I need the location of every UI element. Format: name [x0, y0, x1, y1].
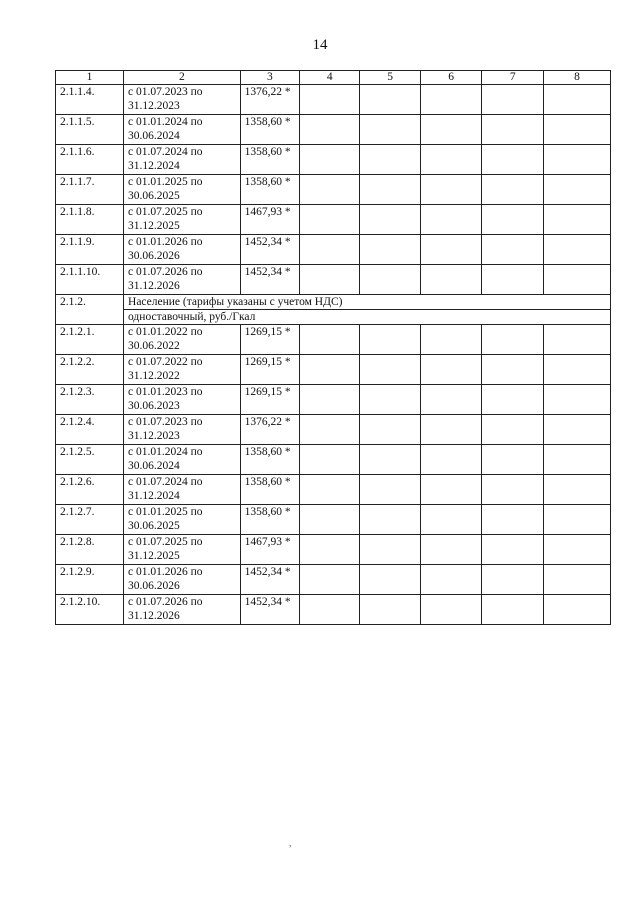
table-row [56, 475, 611, 505]
empty-cell [360, 325, 420, 355]
table-row [56, 175, 611, 205]
empty-cell [482, 535, 544, 565]
period-start: с 01.01.2025 по [128, 176, 203, 188]
empty-cell [543, 265, 610, 295]
empty-cell [482, 385, 544, 415]
section-title: Население (тарифы указаны с учетом НДС) [124, 295, 611, 310]
empty-cell [300, 355, 360, 385]
empty-cell [300, 145, 360, 175]
period-start: с 01.07.2026 по [128, 596, 203, 608]
period-end: 31.12.2025 [128, 550, 180, 562]
empty-cell [482, 595, 544, 625]
empty-cell [420, 385, 482, 415]
period-start: с 01.01.2023 по [128, 386, 203, 398]
tariff-value: 1467,93 * [240, 535, 299, 565]
empty-cell [420, 445, 482, 475]
empty-cell [420, 115, 482, 145]
empty-cell [420, 235, 482, 265]
period-cell [124, 85, 241, 115]
tariff-value: 1452,34 * [240, 235, 299, 265]
empty-cell [543, 415, 610, 445]
period-end: 30.06.2023 [128, 400, 180, 412]
period-end: 31.12.2024 [128, 160, 180, 172]
period-end: 30.06.2024 [128, 460, 180, 472]
column-header: 1 [56, 71, 124, 85]
empty-cell [420, 145, 482, 175]
empty-cell [300, 475, 360, 505]
period-end: 31.12.2026 [128, 610, 180, 622]
empty-cell [300, 85, 360, 115]
empty-cell [300, 115, 360, 145]
table-row [56, 115, 611, 145]
column-header: 3 [240, 71, 299, 85]
empty-cell [482, 445, 544, 475]
column-header: 2 [124, 71, 241, 85]
empty-cell [300, 415, 360, 445]
empty-cell [420, 565, 482, 595]
table-header-row [56, 71, 611, 85]
row-number: 2.1.2.2. [56, 355, 124, 385]
empty-cell [543, 205, 610, 235]
row-number: 2.1.2.8. [56, 535, 124, 565]
period-cell [124, 445, 241, 475]
row-number: 2.1.2.3. [56, 385, 124, 415]
tariff-value: 1358,60 * [240, 145, 299, 175]
tariff-value: 1467,93 * [240, 205, 299, 235]
period-start: с 01.07.2023 по [128, 416, 203, 428]
section-subtitle: одноставочный, руб./Гкал [124, 310, 611, 325]
empty-cell [482, 565, 544, 595]
period-start: с 01.07.2026 по [128, 266, 203, 278]
period-end: 30.06.2026 [128, 250, 180, 262]
period-end: 31.12.2026 [128, 280, 180, 292]
table-row [56, 505, 611, 535]
stray-mark: , [289, 838, 292, 849]
table-row [56, 355, 611, 385]
empty-cell [543, 235, 610, 265]
empty-cell [482, 265, 544, 295]
period-cell [124, 265, 241, 295]
period-start: с 01.07.2022 по [128, 356, 203, 368]
tariff-value: 1358,60 * [240, 115, 299, 145]
empty-cell [420, 85, 482, 115]
period-start: с 01.01.2024 по [128, 446, 203, 458]
table-row [56, 265, 611, 295]
empty-cell [420, 325, 482, 355]
tariff-value: 1358,60 * [240, 475, 299, 505]
period-cell [124, 145, 241, 175]
tariff-value: 1269,15 * [240, 325, 299, 355]
period-cell [124, 565, 241, 595]
empty-cell [543, 535, 610, 565]
period-end: 30.06.2025 [128, 520, 180, 532]
empty-cell [360, 355, 420, 385]
empty-cell [360, 415, 420, 445]
period-end: 31.12.2025 [128, 220, 180, 232]
section-subtitle-row [56, 310, 611, 325]
empty-cell [543, 175, 610, 205]
empty-cell [482, 235, 544, 265]
period-start: с 01.01.2022 по [128, 326, 203, 338]
empty-cell [420, 595, 482, 625]
period-cell [124, 505, 241, 535]
period-start: с 01.07.2025 по [128, 536, 203, 548]
table-row [56, 565, 611, 595]
empty-cell [360, 595, 420, 625]
table-row [56, 325, 611, 355]
empty-cell [360, 265, 420, 295]
period-cell [124, 535, 241, 565]
row-number: 2.1.1.9. [56, 235, 124, 265]
empty-cell [420, 505, 482, 535]
empty-cell [360, 145, 420, 175]
period-end: 31.12.2023 [128, 430, 180, 442]
period-start: с 01.01.2026 по [128, 566, 203, 578]
empty-cell [482, 475, 544, 505]
period-start: с 01.07.2024 по [128, 476, 203, 488]
column-header: 5 [360, 71, 420, 85]
empty-cell [300, 265, 360, 295]
row-number: 2.1.2.7. [56, 505, 124, 535]
row-number: 2.1.1.10. [56, 265, 124, 295]
period-cell [124, 175, 241, 205]
empty-cell [482, 325, 544, 355]
row-number: 2.1.2.4. [56, 415, 124, 445]
table-row [56, 385, 611, 415]
period-cell [124, 415, 241, 445]
period-end: 31.12.2023 [128, 100, 180, 112]
empty-cell [300, 565, 360, 595]
period-end: 31.12.2024 [128, 490, 180, 502]
period-cell [124, 115, 241, 145]
tariff-table [55, 70, 611, 625]
empty-cell [300, 445, 360, 475]
row-number: 2.1.1.6. [56, 145, 124, 175]
empty-cell [543, 145, 610, 175]
table-row [56, 85, 611, 115]
empty-cell [420, 475, 482, 505]
empty-cell [543, 565, 610, 595]
section-number: 2.1.2. [56, 295, 124, 325]
tariff-value: 1358,60 * [240, 175, 299, 205]
empty-cell [543, 85, 610, 115]
empty-cell [360, 445, 420, 475]
empty-cell [360, 175, 420, 205]
period-end: 30.06.2026 [128, 580, 180, 592]
empty-cell [543, 475, 610, 505]
section-header-row [56, 295, 611, 310]
empty-cell [360, 85, 420, 115]
empty-cell [420, 265, 482, 295]
row-number: 2.1.2.1. [56, 325, 124, 355]
tariff-value: 1358,60 * [240, 445, 299, 475]
period-start: с 01.01.2026 по [128, 236, 203, 248]
period-start: с 01.07.2023 по [128, 86, 203, 98]
column-header: 4 [300, 71, 360, 85]
column-header: 7 [482, 71, 544, 85]
tariff-value: 1269,15 * [240, 385, 299, 415]
empty-cell [300, 535, 360, 565]
row-number: 2.1.2.10. [56, 595, 124, 625]
empty-cell [360, 535, 420, 565]
empty-cell [360, 115, 420, 145]
empty-cell [420, 355, 482, 385]
period-end: 30.06.2024 [128, 130, 180, 142]
period-end: 30.06.2025 [128, 190, 180, 202]
empty-cell [300, 595, 360, 625]
empty-cell [482, 205, 544, 235]
empty-cell [300, 175, 360, 205]
empty-cell [420, 175, 482, 205]
empty-cell [360, 565, 420, 595]
tariff-value: 1269,15 * [240, 355, 299, 385]
period-cell [124, 475, 241, 505]
period-start: с 01.07.2024 по [128, 146, 203, 158]
column-header: 8 [543, 71, 610, 85]
column-header: 6 [420, 71, 482, 85]
period-end: 31.12.2022 [128, 370, 180, 382]
period-cell [124, 235, 241, 265]
empty-cell [543, 445, 610, 475]
empty-cell [300, 205, 360, 235]
empty-cell [543, 385, 610, 415]
empty-cell [482, 505, 544, 535]
page-number: 14 [312, 37, 328, 53]
period-end: 30.06.2022 [128, 340, 180, 352]
empty-cell [420, 415, 482, 445]
row-number: 2.1.1.8. [56, 205, 124, 235]
period-cell [124, 355, 241, 385]
empty-cell [300, 235, 360, 265]
empty-cell [482, 85, 544, 115]
table-row [56, 535, 611, 565]
table-row [56, 145, 611, 175]
period-cell [124, 205, 241, 235]
empty-cell [543, 595, 610, 625]
tariff-value: 1358,60 * [240, 505, 299, 535]
period-cell [124, 595, 241, 625]
period-cell [124, 385, 241, 415]
empty-cell [482, 145, 544, 175]
empty-cell [420, 535, 482, 565]
row-number: 2.1.2.6. [56, 475, 124, 505]
empty-cell [300, 505, 360, 535]
empty-cell [420, 205, 482, 235]
empty-cell [360, 475, 420, 505]
row-number: 2.1.1.5. [56, 115, 124, 145]
period-cell [124, 325, 241, 355]
tariff-value: 1376,22 * [240, 85, 299, 115]
row-number: 2.1.2.9. [56, 565, 124, 595]
empty-cell [482, 355, 544, 385]
tariff-table-body [56, 71, 611, 625]
empty-cell [543, 355, 610, 385]
row-number: 2.1.2.5. [56, 445, 124, 475]
period-start: с 01.01.2024 по [128, 116, 203, 128]
empty-cell [482, 415, 544, 445]
row-number: 2.1.1.4. [56, 85, 124, 115]
empty-cell [300, 325, 360, 355]
tariff-value: 1452,34 * [240, 265, 299, 295]
empty-cell [543, 325, 610, 355]
table-row [56, 235, 611, 265]
empty-cell [482, 175, 544, 205]
row-number: 2.1.1.7. [56, 175, 124, 205]
empty-cell [360, 205, 420, 235]
empty-cell [360, 505, 420, 535]
tariff-value: 1452,34 * [240, 565, 299, 595]
table-row [56, 415, 611, 445]
tariff-value: 1452,34 * [240, 595, 299, 625]
empty-cell [543, 115, 610, 145]
table-row [56, 205, 611, 235]
period-start: с 01.01.2025 по [128, 506, 203, 518]
period-start: с 01.07.2025 по [128, 206, 203, 218]
empty-cell [360, 235, 420, 265]
empty-cell [482, 115, 544, 145]
table-row [56, 595, 611, 625]
empty-cell [360, 385, 420, 415]
empty-cell [543, 505, 610, 535]
table-row [56, 445, 611, 475]
empty-cell [300, 385, 360, 415]
tariff-value: 1376,22 * [240, 415, 299, 445]
